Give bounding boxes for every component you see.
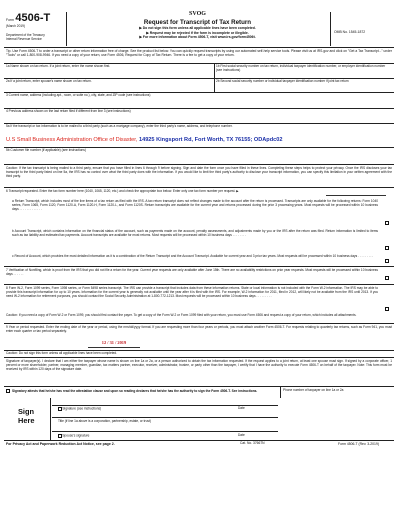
irs-label: Internal Revenue Service — [6, 36, 42, 41]
header-center — [70, 11, 325, 39]
form-number: 4506-T — [15, 12, 51, 24]
rule — [4, 357, 394, 358]
caution-w2: Caution: If you need a copy of Form W-2 or Form 1099, you should first contact the payer. To get a copy of the Form W-2 or Form 1099 filed with your return, you must use Form 4506 and request a copy of your return, which includes all attachments. — [6, 313, 357, 317]
signature-declaration: Signature of taxpayer(s). I declare that I am either the taxpayer whose name is shown on line 1a or 2a, or a person authorized to obtain the tax information requested. If the request applies to a joint return, at least one spouse must sign. If signed by a corporate officer, 1 percent or more shareholder, partner, managing member, guardian, tax matters partner, executor, receiver, administrator, trustee, or party other than the taxpayer, I certify that I have the authority to execute Form 4506-T on behalf of the taxpayer. Note: This form must be received by IRS within 120 days of the signature date. — [6, 359, 392, 372]
here-word: Here — [18, 415, 35, 425]
w2-1099-checkbox[interactable] — [385, 307, 389, 312]
tip-text: Tip. Use Form 4506-T to order a transcript or other return information free of charge. See the product list below. You can quickly request transcripts by using our automated self-help service tools. Please visit us at IRS.gov and click on "Get a Tax Transcript..." under "Tools" or call 1-800-908-9946. If you need a copy of your return, use Form 4506, Request for Copy of Tax Return. There is a fee to get a copy of your return. — [6, 49, 392, 58]
col-divider — [280, 386, 281, 398]
line-1a-label: 1a Name shown on tax return. If a joint return, enter the name shown first. — [6, 64, 111, 68]
line-1b-label: 1b First social security number on tax return, individual taxpayer identification number, or employer identification number (see instructions) — [216, 64, 386, 72]
signature-field[interactable] — [52, 398, 278, 406]
line-2b-label: 2b Second social security number or individual taxpayer identification number if joint tax return — [216, 79, 349, 83]
record-of-account-checkbox[interactable] — [385, 259, 389, 264]
line-5b-label: 5b Customer file number (if applicable) (see instructions) — [6, 148, 86, 152]
header-note-3: ▶ For more information about Form 4506-T, visit www.irs.gov/form4506t. — [139, 35, 256, 40]
nonfiling-checkbox[interactable] — [385, 276, 389, 281]
header-divider-right — [330, 12, 331, 46]
line-2a-label: 2a If a joint return, enter spouse's name shown on tax return. — [6, 79, 92, 83]
line-4-label: 4 Previous address shown on the last return filed if different from line 3 (see instructions) — [6, 109, 131, 113]
rule — [4, 323, 394, 324]
footer-form-rev: Form 4506-T (Rev. 3-2019) — [338, 442, 379, 446]
rule — [4, 266, 394, 267]
line-3-label: 3 Current name, address (including apt., room, or suite no.), city, state, and ZIP code (see instructions) — [6, 93, 151, 97]
third-party-field[interactable] — [6, 137, 392, 145]
form-id-block — [6, 13, 64, 41]
title-field[interactable] — [52, 411, 278, 418]
return-transcript-checkbox[interactable] — [385, 221, 389, 226]
line-7-text: 7 Verification of Nonfiling, which is proof from the IRS that you did not file a return for the year. Current year requests are only available after June 15th. There are no availability restrictions on prior year requests. Most requests will be processed within 10 business days . . . . . . — [6, 268, 378, 277]
form-label: Form — [6, 17, 14, 22]
spouse-signature-label — [58, 434, 89, 438]
line-6-label: 6 Transcript requested. Enter the tax form number here (1040, 1065, 1120, etc.) and check the appropriate box below. Enter only one tax form number per request. ▶ — [6, 189, 239, 193]
previous-address-field[interactable] — [6, 115, 392, 122]
spouse-signature-field[interactable] — [52, 425, 278, 432]
third-party-name: U.S Small Business Administration Office of Disaster, — [6, 137, 138, 143]
signature-label-text: Signature (see instructions) — [62, 406, 102, 411]
customer-file-field[interactable] — [6, 154, 392, 161]
rule — [4, 284, 394, 285]
department: Department of the Treasury — [6, 32, 45, 37]
rule — [4, 440, 394, 441]
line-6c-text: c Record of Account, which provides the most detailed information as it is a combination of the Return Transcript and the Account Transcript. Available for current year and 3 prior tax years. Most requests will be processed within 10 business days . . . . . . . . . — [12, 254, 374, 258]
line-9-text: 9 Year or period requested. Enter the ending date of the year or period, using the mm/dd/yyyy format. If you are requesting more than four years or periods, you must attach another Form 4506-T. For requests relating to quarterly tax returns, such as Form 941, you must enter each quarter or tax period separately. — [6, 325, 392, 334]
rule — [4, 386, 394, 387]
sign-word: Sign — [18, 407, 35, 416]
phone-field[interactable] — [283, 398, 393, 405]
date-label: Date — [238, 406, 245, 410]
header-note-1: ▶ Do not sign this form unless all applicable lines have been completed. — [139, 26, 256, 31]
header-note-2: ▶ Request may be rejected if the form is incomplete or illegible. — [146, 30, 249, 35]
caution-sign: Caution: Do not sign this form unless all applicable lines have been completed. — [6, 351, 118, 355]
phone-label: Phone number of taxpayer on line 1a or 2a — [283, 388, 344, 392]
signature-arrow-icon — [58, 407, 62, 411]
rule — [4, 164, 394, 165]
third-party-address: 14925 Kingsport Rd, Fort Worth, TX 76155; ODApdc02 — [138, 137, 283, 143]
line-5a-label: 5a If the transcript or tax information is to be mailed to a third party (such as a mortgage company), enter the third party's name, address, and telephone number. — [6, 124, 233, 128]
ssn-field[interactable] — [216, 72, 392, 77]
account-transcript-checkbox[interactable] — [385, 246, 389, 251]
spouse-signature-label-text: Spouse's signature — [62, 433, 90, 438]
spouse-arrow-icon — [58, 434, 62, 438]
spouse-date-label: Date — [238, 433, 245, 437]
line-6a-text: a Return Transcript, which includes most of the line items of a tax return as filed with the IRS. A tax return transcript does not reflect changes made to the account after the return is processed. Transcripts are only available for the following returns: Form 1040 series, Form 1065, Form 1120, Form 1120-A, Form 1120-H, Form 1120-L, and Form 1120S. Return transcripts are available for the current year and returns processed during the prior 3 processing years. Most requests will be processed within 10 business days . . . . . . . . . . . . . — [12, 199, 378, 212]
address-field[interactable] — [6, 99, 392, 106]
sign-divider — [50, 398, 51, 440]
header-divider-left — [66, 12, 67, 46]
name-field[interactable] — [6, 72, 212, 77]
omb-number: OMB No. 1545-1872 — [334, 30, 366, 34]
attestation-checkbox[interactable] — [6, 389, 10, 394]
rule — [4, 47, 394, 48]
year-period-date: 12 / 31 / 2019 — [101, 340, 127, 345]
rule — [4, 187, 394, 188]
sign-here — [18, 408, 34, 425]
form-revision: (March 2019) — [6, 24, 25, 28]
caution-third-party: Caution: If the tax transcript is being mailed to a third party, ensure that you have filled in lines 6 through 9 before signing. Sign and date the form once you have filled in these lines. Completing these steps helps to protect your privacy. Once the IRS discloses your tax transcript to the third party listed on line 5a, the IRS has no control over what the third party does with the information. If you would like to limit the third party's authority to disclose your transcript information, you can specify this limitation in your written agreement with the third party. — [6, 166, 392, 179]
form-title: Request for Transcript of Tax Return — [143, 18, 252, 26]
footer-cat-number: Cat. No. 37667N — [240, 441, 265, 445]
attestation-text: Signatory attests that he/she has read the attestation clause and upon so reading declares that he/she has the authority to sign the Form 4506-T. See instructions. — [12, 389, 258, 393]
svog-label: SVOG — [189, 11, 206, 17]
line-8-text: 8 Form W-2, Form 1099 series, Form 1098 series, or Form 5498 series transcript. The IRS can provide a transcript that includes data from these information returns. State or local information is not included with the Form W-2 information. The IRS may be able to provide this transcript information for up to 10 years. Information for the current year is generally not available until the year after it is filed with the IRS. For example, W-2 information for 2011, filed in 2012, will likely not be available from the IRS until 2013. If you need W-2 information for retirement purposes, you should contact the Social Security Administration at 1-800-772-1213. Most requests will be processed within 10 business days . . . . . . . . . — [6, 286, 378, 299]
year-period-field-1[interactable] — [88, 340, 140, 348]
footer-privacy-notice: For Privacy Act and Paperwork Reduction Act Notice, see page 2. — [6, 442, 115, 446]
title-label: Title (if line 1a above is a corporation, partnership, estate, or trust) — [58, 419, 151, 423]
tax-form-number-field[interactable] — [326, 190, 386, 196]
line-6b-text: b Account Transcript, which contains information on the financial status of the account, such as payments made on the account, penalty assessments, and adjustments made by you or the IRS after the return was filed. Return information is limited to items such as tax liability and estimated tax payments. Account transcripts are available for most returns. Most requests will be processed within 10 business days . . . . . . . . — [12, 229, 378, 238]
